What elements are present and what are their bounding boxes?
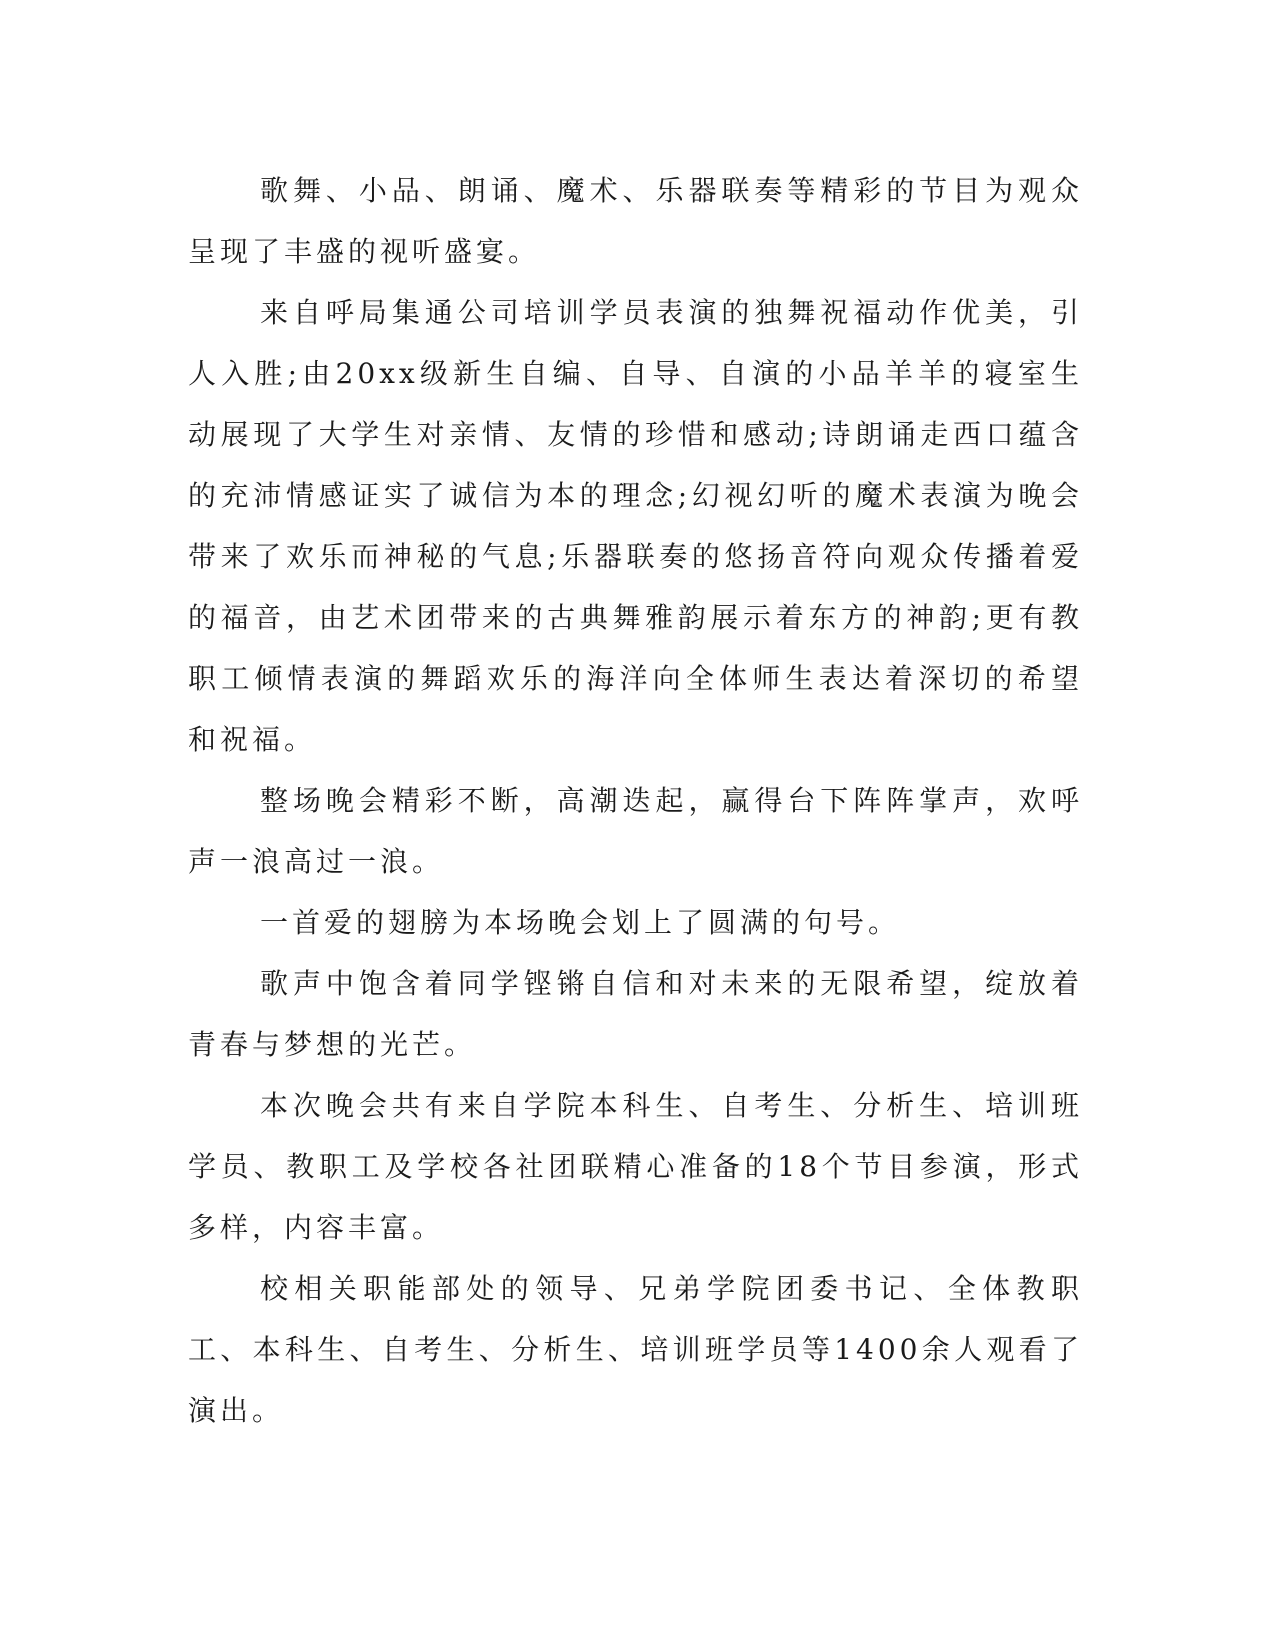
paragraph-6: 本次晚会共有来自学院本科生、自考生、分析生、培训班学员、教职工及学校各社团联精心准备的18个节目参演，形式多样，内容丰富。: [188, 1089, 1083, 1244]
document-body: [188, 160, 1083, 1441]
paragraph-5: 歌声中饱含着同学铿锵自信和对未来的无限希望，绽放着青春与梦想的光芒。: [188, 967, 1083, 1061]
paragraph-2: 来自呼局集通公司培训学员表演的独舞祝福动作优美，引人入胜;由20xx级新生自编、自导、自演的小品羊羊的寝室生动展现了大学生对亲情、友情的珍惜和感动;诗朗诵走西口蕴含的充沛情感证实了诚信为本的理念;幻视幻听的魔术表演为晚会带来了欢乐而神秘的气息;乐器联奏的悠扬音符向观众传播着爱的福音，由艺术团带来的古典舞雅韵展示着东方的神韵;更有教职工倾情表演的舞蹈欢乐的海洋向全体师生表达着深切的希望和祝福。: [188, 296, 1083, 756]
paragraph-3: 整场晚会精彩不断，高潮迭起，赢得台下阵阵掌声，欢呼声一浪高过一浪。: [188, 784, 1083, 878]
paragraph-1: 歌舞、小品、朗诵、魔术、乐器联奏等精彩的节目为观众呈现了丰盛的视听盛宴。: [188, 174, 1083, 268]
paragraph-7: 校相关职能部处的领导、兄弟学院团委书记、全体教职工、本科生、自考生、分析生、培训班学员等1400余人观看了演出。: [188, 1272, 1083, 1427]
paragraph-4: 一首爱的翅膀为本场晚会划上了圆满的句号。: [260, 906, 901, 939]
